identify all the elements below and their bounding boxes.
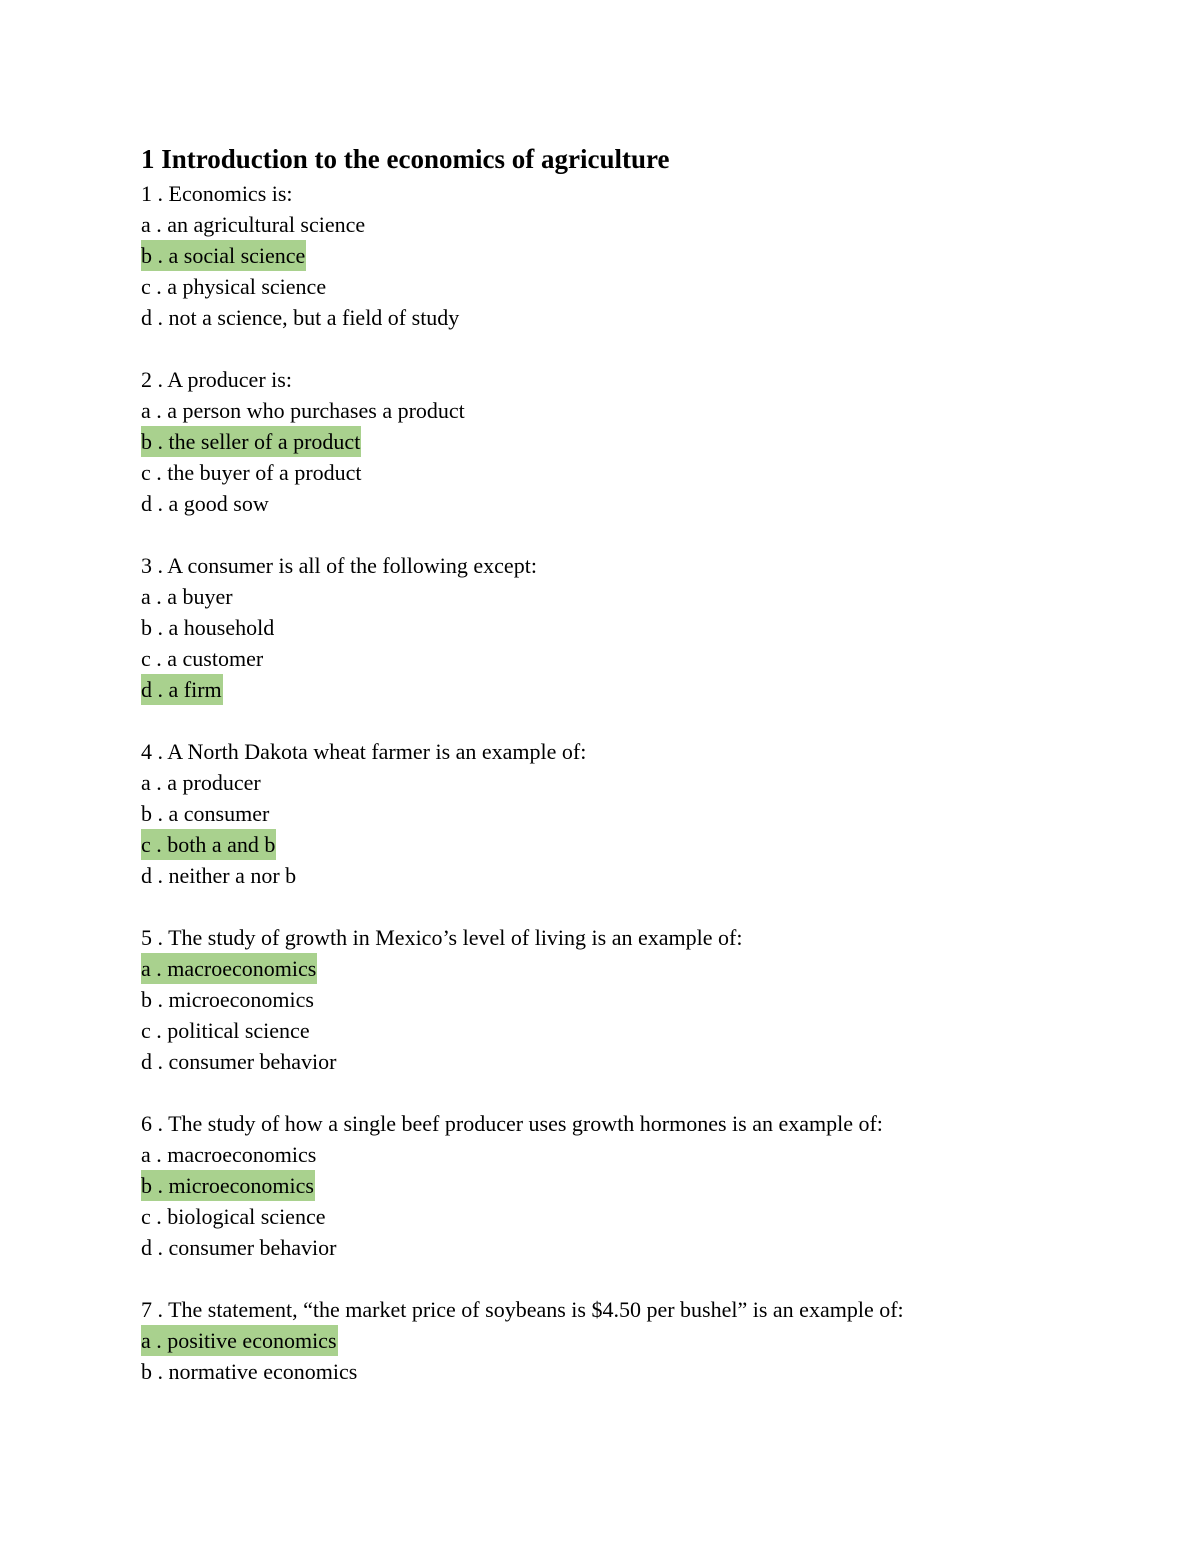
question-stem-text: 2 . A producer is: (141, 367, 292, 392)
answer-option (141, 395, 1141, 426)
question-stem-text: 6 . The study of how a single beef producer uses growth hormones is an example of: (141, 1111, 883, 1136)
question-block (141, 1108, 1141, 1263)
answer-option (141, 1015, 1141, 1046)
answer-option (141, 1232, 1141, 1263)
question-stem (141, 178, 1141, 209)
answer-option (141, 581, 1141, 612)
answer-option-text: b . microeconomics (141, 1170, 315, 1201)
answer-option-text: b . microeconomics (141, 987, 314, 1012)
answer-option (141, 271, 1141, 302)
answer-option (141, 1356, 1141, 1387)
answer-option-text: c . the buyer of a product (141, 460, 362, 485)
answer-option-correct (141, 240, 1141, 271)
answer-option (141, 984, 1141, 1015)
answer-option-text: a . a buyer (141, 584, 233, 609)
answer-option-text: a . a producer (141, 770, 261, 795)
answer-option (141, 643, 1141, 674)
question-block (141, 364, 1141, 519)
question-list (141, 178, 1141, 1387)
answer-option (141, 1139, 1141, 1170)
answer-option-text: d . not a science, but a field of study (141, 305, 460, 330)
answer-option-text: a . an agricultural science (141, 212, 366, 237)
question-stem-text: 4 . A North Dakota wheat farmer is an example of: (141, 739, 587, 764)
answer-option-text: c . biological science (141, 1204, 326, 1229)
answer-option (141, 767, 1141, 798)
question-stem (141, 364, 1141, 395)
answer-option-text: d . consumer behavior (141, 1235, 337, 1260)
answer-option-text: a . macroeconomics (141, 953, 317, 984)
answer-option (141, 302, 1141, 333)
answer-option (141, 457, 1141, 488)
question-stem (141, 1294, 1141, 1325)
answer-option (141, 798, 1141, 829)
question-stem-text: 7 . The statement, “the market price of soybeans is $4.50 per bushel” is an example of: (141, 1297, 904, 1322)
question-stem (141, 922, 1141, 953)
answer-option-text: b . normative economics (141, 1359, 358, 1384)
answer-option-text: a . a person who purchases a product (141, 398, 465, 423)
answer-option-text: c . political science (141, 1018, 310, 1043)
question-stem (141, 736, 1141, 767)
answer-option (141, 612, 1141, 643)
answer-option-correct (141, 426, 1141, 457)
answer-option (141, 860, 1141, 891)
answer-option-correct (141, 1325, 1141, 1356)
answer-option-text: b . the seller of a product (141, 426, 361, 457)
answer-option-text: d . consumer behavior (141, 1049, 337, 1074)
question-stem-text: 5 . The study of growth in Mexico’s level of living is an example of: (141, 925, 743, 950)
answer-option-correct (141, 953, 1141, 984)
question-block (141, 178, 1141, 333)
answer-option-text: c . a physical science (141, 274, 327, 299)
document-page (141, 140, 1141, 1387)
answer-option-text: a . positive economics (141, 1325, 338, 1356)
question-block (141, 922, 1141, 1077)
answer-option (141, 1201, 1141, 1232)
question-stem-text: 3 . A consumer is all of the following except: (141, 553, 537, 578)
answer-option (141, 488, 1141, 519)
answer-option-text: b . a household (141, 615, 275, 640)
answer-option (141, 1046, 1141, 1077)
question-stem (141, 1108, 1141, 1139)
question-block (141, 550, 1141, 705)
answer-option-text: d . neither a nor b (141, 863, 297, 888)
answer-option-correct (141, 674, 1141, 705)
answer-option-text: b . a consumer (141, 801, 270, 826)
answer-option-text: a . macroeconomics (141, 1142, 317, 1167)
answer-option-text: c . both a and b (141, 829, 276, 860)
question-stem (141, 550, 1141, 581)
answer-option-text: d . a good sow (141, 491, 269, 516)
answer-option-text: d . a firm (141, 674, 223, 705)
answer-option-correct (141, 1170, 1141, 1201)
answer-option-text: b . a social science (141, 240, 306, 271)
question-block (141, 1294, 1141, 1387)
answer-option (141, 209, 1141, 240)
page-title: 1 Introduction to the economics of agriculture (141, 144, 670, 174)
answer-option-text: c . a customer (141, 646, 264, 671)
question-stem-text: 1 . Economics is: (141, 181, 293, 206)
question-block (141, 736, 1141, 891)
answer-option-correct (141, 829, 1141, 860)
